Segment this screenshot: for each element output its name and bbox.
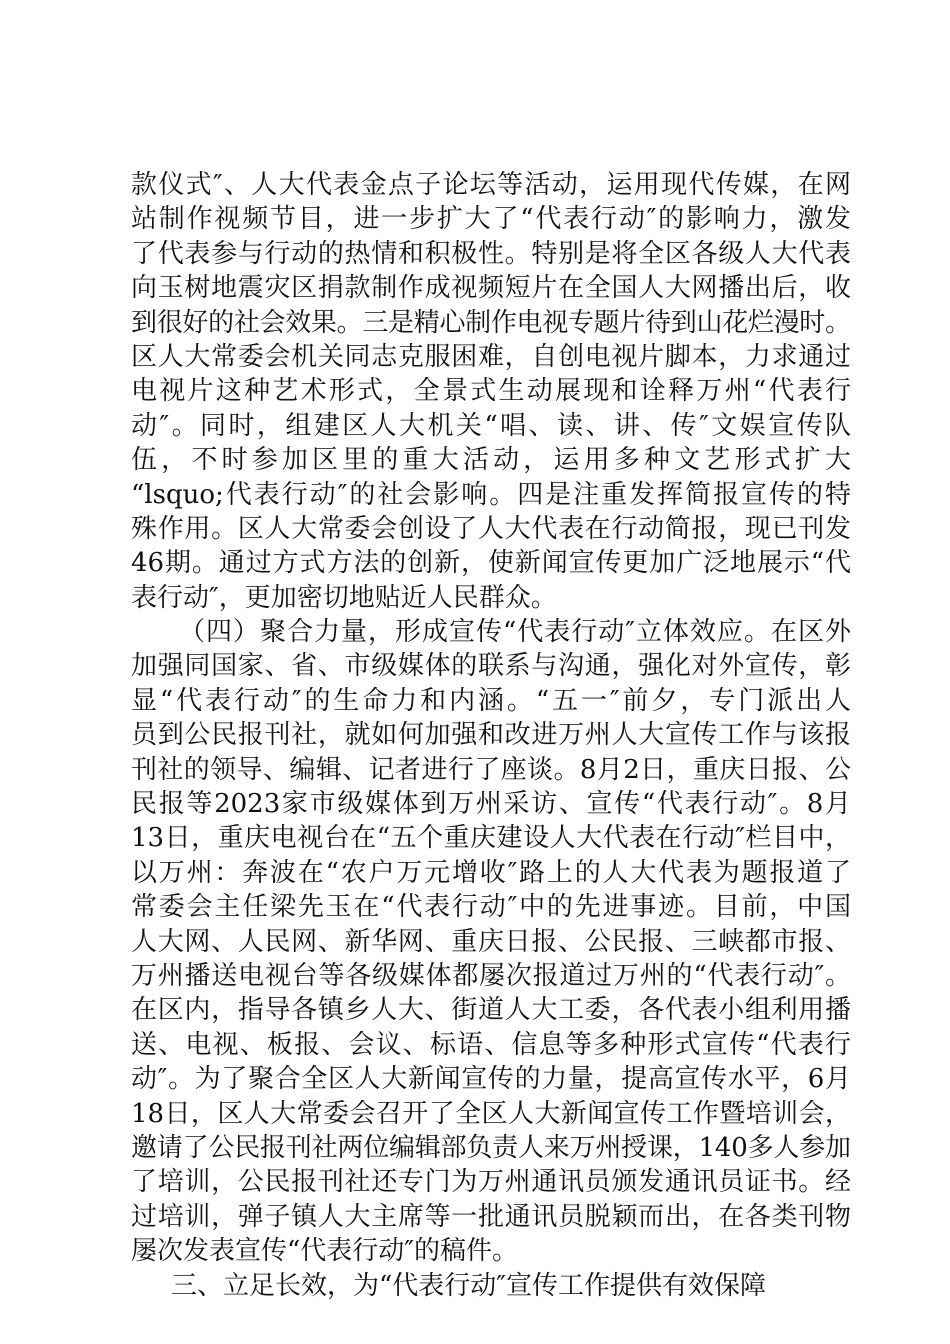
text-line: 了代表参与行动的热情和积极性。特别是将全区各级人大代表 [131, 238, 851, 269]
text-line: 表行动″，更加密切地贴近人民群众。 [131, 582, 557, 613]
text-line: 到很好的社会效果。三是精心制作电视专题片待到山花烂漫时。 [131, 307, 851, 338]
text-line: 过培训，弹子镇人大主席等一批通讯员脱颖而出，在各类刊物 [131, 1201, 851, 1232]
text-line: 送、电视、板报、会议、标语、信息等多种形式宣传“代表行 [131, 1029, 851, 1060]
text-line: 动″。同时，组建区人大机关“唱、读、讲、传″文娱宣传队 [131, 410, 851, 441]
text-line: “lsquo;代表行动″的社会影响。四是注重发挥简报宣传的特 [131, 479, 851, 510]
text-line: 常委会主任梁先玉在“代表行动″中的先进事迹。目前，中国 [131, 892, 851, 923]
text-line: 46期。通过方式方法的创新，使新闻宣传更加广泛地展示“代 [131, 548, 851, 579]
text-line: 邀请了公民报刊社两位编辑部负责人来万州授课，140多人参加 [131, 1132, 851, 1163]
text-line: 人大网、人民网、新华网、重庆日报、公民报、三峡都市报、 [131, 926, 851, 957]
text-line: 了培训，公民报刊社还专门为万州通讯员颁发通讯员证书。经 [131, 1167, 851, 1198]
text-line: 刊社的领导、编辑、记者进行了座谈。8月2日，重庆日报、公 [131, 754, 851, 785]
text-line: 民报等2023家市级媒体到万州采访、宣传“代表行动″。8月 [131, 789, 851, 820]
text-line: 殊作用。区人大常委会创设了人大代表在行动简报，现已刊发 [131, 513, 851, 544]
text-line: 伍，不时参加区里的重大活动，运用多种文艺形式扩大 [131, 445, 851, 476]
text-line: 动″。为了聚合全区人大新闻宣传的力量，提高宣传水平，6月 [131, 1064, 851, 1095]
text-line: 在区内，指导各镇乡人大、街道人大工委，各代表小组利用播 [131, 995, 851, 1026]
section-heading: 三、立足长效，为“代表行动″宣传工作提供有效保障 [171, 1270, 767, 1301]
text-line: 以万州：奔波在“农户万元增收″路上的人大代表为题报道了 [131, 857, 851, 888]
text-line: 万州播送电视台等各级媒体都屡次报道过万州的“代表行动″。 [131, 960, 851, 991]
text-line: 区人大常委会机关同志克服困难，自创电视片脚本，力求通过 [131, 341, 851, 372]
text-line: 向玉树地震灾区捐款制作成视频短片在全国人大网播出后，收 [131, 273, 851, 304]
text-line: 员到公民报刊社，就如何加强和改进万州人大宣传工作与该报 [131, 720, 851, 751]
paragraph-start-line: （四）聚合力量，形成宣传“代表行动″立体效应。在区外 [179, 617, 851, 648]
text-line: 显“代表行动″的生命力和内涵。“五一″前夕，专门派出人 [131, 685, 851, 716]
text-line: 款仪式″、人大代表金点子论坛等活动，运用现代传媒，在网 [131, 170, 851, 200]
text-line: 电视片这种艺术形式，全景式生动展现和诠释万州“代表行 [131, 376, 851, 407]
text-line: 加强同国家、省、市级媒体的联系与沟通，强化对外宣传，彰 [131, 651, 851, 682]
text-line: 13日，重庆电视台在“五个重庆建设人大代表在行动″栏目中， [131, 823, 851, 854]
text-line: 屡次发表宣传“代表行动″的稿件。 [131, 1236, 519, 1267]
document-page [131, 168, 851, 1303]
text-line: 站制作视频节目，进一步扩大了“代表行动″的影响力，激发 [131, 204, 851, 235]
text-line: 18日，区人大常委会召开了全区人大新闻宣传工作暨培训会， [131, 1098, 851, 1129]
